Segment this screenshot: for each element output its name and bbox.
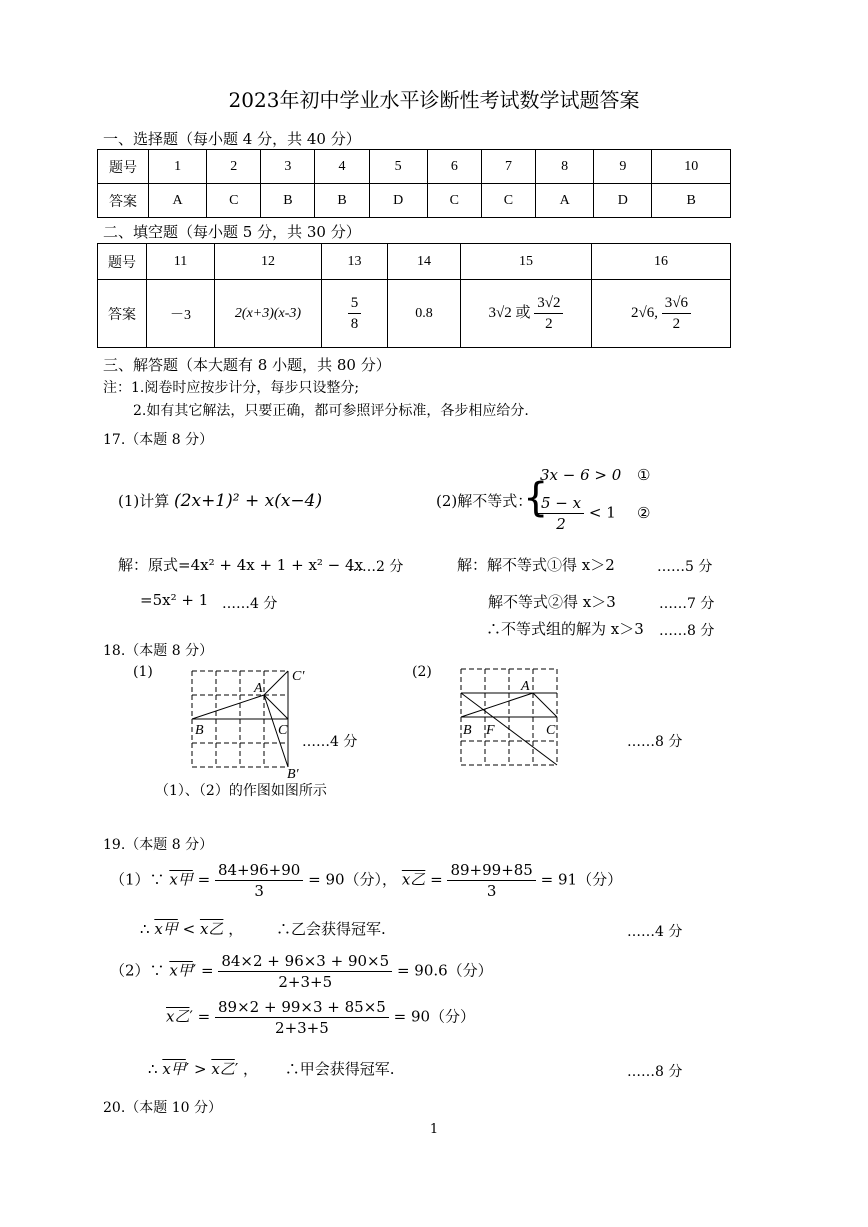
- mean-yi: x乙: [199, 920, 224, 938]
- q17-sol1-line2: =5x² + 1: [140, 591, 209, 609]
- table-cell: 16: [592, 244, 731, 280]
- fraction: [218, 951, 392, 992]
- denominator: 3: [254, 882, 264, 900]
- note-line-1: 注：1.阅卷时应按步计分，每步只设整分;: [103, 380, 360, 396]
- table-cell: D: [369, 184, 427, 218]
- table-cell: A: [536, 184, 594, 218]
- table-cell: 3: [261, 150, 315, 184]
- fig2-label: (2): [412, 664, 432, 680]
- point-label: B′: [287, 767, 299, 782]
- prefix: （2）∵: [110, 961, 165, 980]
- score: ……8 分: [627, 1064, 683, 1080]
- figure-2: [456, 664, 566, 774]
- q19-part1-conclusion: ∴ x甲 < x乙 ， ∴乙会获得冠军.: [140, 920, 386, 938]
- point-label: A: [254, 681, 263, 696]
- table-cell: 12: [215, 244, 322, 280]
- score: ……4 分: [302, 734, 358, 750]
- table-cell: A: [149, 184, 207, 218]
- table-cell: 0.8: [388, 280, 461, 348]
- denominator: 2+3+5: [275, 1019, 329, 1037]
- table-cell: 11: [147, 244, 215, 280]
- result: = 90.6（分）: [396, 961, 493, 980]
- q17-sol2-line2: 解不等式②得 x＞3: [488, 593, 616, 611]
- table-cell: C: [481, 184, 535, 218]
- choice-answer-table: [97, 149, 731, 218]
- fraction: [534, 293, 563, 334]
- fig1-label: (1): [133, 664, 153, 680]
- inequality-rhs: < 1: [588, 503, 616, 522]
- section3-heading: 三、解答题（本大题有 8 小题，共 80 分）: [103, 356, 391, 374]
- table-cell: 9: [594, 150, 652, 184]
- result: = 90（分），: [308, 870, 398, 889]
- denominator: 2: [556, 515, 566, 533]
- score: ……4 分: [222, 596, 278, 612]
- table-cell: D: [594, 184, 652, 218]
- q19-part2-line1: （2）∵ x甲′ = $\frac{84\times 2 + 96\times 3 + 90\times 5}{2+3+5}$ = 90.6（分）: [110, 952, 493, 991]
- conclusion: ∴乙会获得冠军.: [275, 920, 386, 938]
- table-cell: 13: [322, 244, 388, 280]
- table-cell: [461, 280, 592, 348]
- table-cell: 10: [652, 150, 731, 184]
- prompt: (1)计算: [118, 492, 170, 510]
- fraction: [215, 997, 389, 1038]
- row-label-question: 题号: [98, 150, 149, 184]
- section1-heading: 一、选择题（每小题 4 分，共 40 分）: [103, 130, 361, 148]
- score: ……8 分: [627, 734, 683, 750]
- inequality-1: 3x − 6 > 0: [540, 466, 622, 484]
- table-cell: 2: [207, 150, 261, 184]
- q18-heading: 18.（本题 8 分）: [103, 643, 214, 659]
- score: ……5 分: [657, 559, 713, 575]
- q17-part2-prompt: (2)解不等式：: [436, 492, 533, 510]
- table-cell: B: [315, 184, 369, 218]
- table-cell: [322, 280, 388, 348]
- q17-sol2-line1: 解：解不等式①得 x＞2: [457, 556, 615, 574]
- q19-part1-line: （1）∵ x甲 = $\frac{84+96+90}{3}$ = 90（分）， x乙 = $\frac{89+99+85}{3}$ = 91（分）: [110, 861, 623, 900]
- denominator: 3: [486, 882, 497, 900]
- mean-jia: x甲: [162, 1060, 186, 1078]
- relation: >: [193, 1060, 207, 1078]
- table-cell: 5: [369, 150, 427, 184]
- fraction: [348, 293, 362, 334]
- table-cell: 8: [536, 150, 594, 184]
- row-label-question: 题号: [98, 244, 147, 280]
- row-label-answer: 答案: [98, 280, 147, 348]
- fraction: [447, 860, 535, 901]
- table-cell: 1: [149, 150, 207, 184]
- inequality-1-mark: ①: [637, 466, 651, 484]
- score: ……2 分: [348, 559, 404, 575]
- conclusion: ∴甲会获得冠军.: [284, 1060, 395, 1078]
- note-line-2: 2.如有其它解法，只要正确，都可参照评分标准，各步相应给分.: [133, 403, 529, 419]
- section2-heading: 二、填空题（每小题 5 分，共 30 分）: [103, 223, 361, 241]
- table-cell: 15: [461, 244, 592, 280]
- point-label: F: [486, 723, 495, 738]
- numerator: 3√2: [534, 293, 563, 314]
- score: ……8 分: [659, 623, 715, 639]
- q19-heading: 19.（本题 8 分）: [103, 837, 214, 853]
- expression: (2x+1)² + x(x−4): [174, 491, 323, 511]
- numerator: 3√6: [662, 293, 691, 314]
- q19-part2-line2: x乙′ = $\frac{89\times 2 + 99\times 3 + 85\times 5}{2+3+5}$ = 90（分）: [166, 998, 476, 1037]
- table-cell: 14: [388, 244, 461, 280]
- inequality-2: [538, 493, 616, 534]
- q20-heading: 20.（本题 10 分）: [103, 1100, 222, 1116]
- mean-yi: x乙: [401, 870, 426, 889]
- page-number: 1: [429, 1122, 439, 1137]
- mean-jia: x甲: [169, 961, 193, 980]
- denominator: 2: [545, 316, 553, 332]
- fraction: [662, 293, 691, 334]
- q17-sol2-line3: ∴不等式组的解为 x＞3: [486, 620, 644, 638]
- point-label: C: [546, 723, 556, 738]
- result: = 90（分）: [393, 1007, 476, 1026]
- score: ……7 分: [659, 596, 715, 612]
- numerator: 89×2 + 99×3 + 85×5: [215, 997, 389, 1018]
- fraction: [538, 493, 584, 534]
- point-label: C: [278, 723, 288, 738]
- numerator: 84×2 + 96×3 + 90×5: [218, 951, 392, 972]
- denominator: 2+3+5: [278, 973, 333, 991]
- figure-1: [185, 664, 320, 784]
- numerator: 5 − x: [538, 493, 584, 514]
- answer-text: 3√2 或: [488, 304, 531, 321]
- q17-sol1-line1: 解：原式=4x² + 4x + 1 + x² − 4x: [118, 556, 364, 574]
- inequality-2-mark: ②: [637, 504, 651, 522]
- score: ……4 分: [627, 924, 683, 940]
- table-cell: [592, 280, 731, 348]
- table-cell: C: [207, 184, 261, 218]
- numerator: 5: [348, 293, 362, 314]
- result: = 91（分）: [540, 870, 623, 889]
- brace: {: [523, 475, 549, 521]
- page-title: 2023年初中学业水平诊断性考试数学试题答案: [228, 88, 640, 112]
- q19-part2-conclusion: ∴ x甲′ > x乙′ ， ∴甲会获得冠军.: [148, 1060, 395, 1078]
- numerator: 89+99+85: [447, 860, 535, 881]
- table-cell: B: [652, 184, 731, 218]
- table-cell: C: [427, 184, 481, 218]
- relation: <: [182, 920, 196, 938]
- fill-answer-table: [97, 243, 731, 348]
- q17-heading: 17.（本题 8 分）: [103, 432, 214, 448]
- mean-yi: x乙: [211, 1060, 235, 1078]
- table-cell: 4: [315, 150, 369, 184]
- point-label: B: [463, 723, 472, 738]
- table-cell: B: [261, 184, 315, 218]
- figure-caption: （1）、（2）的作图如图所示: [155, 783, 327, 799]
- table-cell: 6: [427, 150, 481, 184]
- table-cell: 2(x+3)(x-3): [215, 280, 322, 348]
- fraction: [215, 860, 303, 901]
- table-cell: 7: [481, 150, 535, 184]
- numerator: 84+96+90: [215, 860, 303, 881]
- point-label: C′: [292, 669, 305, 684]
- denominator: 8: [350, 316, 359, 332]
- point-label: A: [521, 679, 530, 694]
- point-label: B: [195, 723, 204, 738]
- mean-jia: x甲: [154, 920, 178, 938]
- prefix: （1）∵: [110, 870, 165, 889]
- row-label-answer: 答案: [98, 184, 149, 218]
- answer-text: 2√6,: [631, 304, 658, 321]
- table-cell: －3: [147, 280, 215, 348]
- mean-yi: x乙: [166, 1007, 190, 1026]
- q17-part1: [118, 490, 322, 511]
- denominator: 2: [672, 316, 681, 332]
- mean-jia: x甲: [169, 870, 193, 889]
